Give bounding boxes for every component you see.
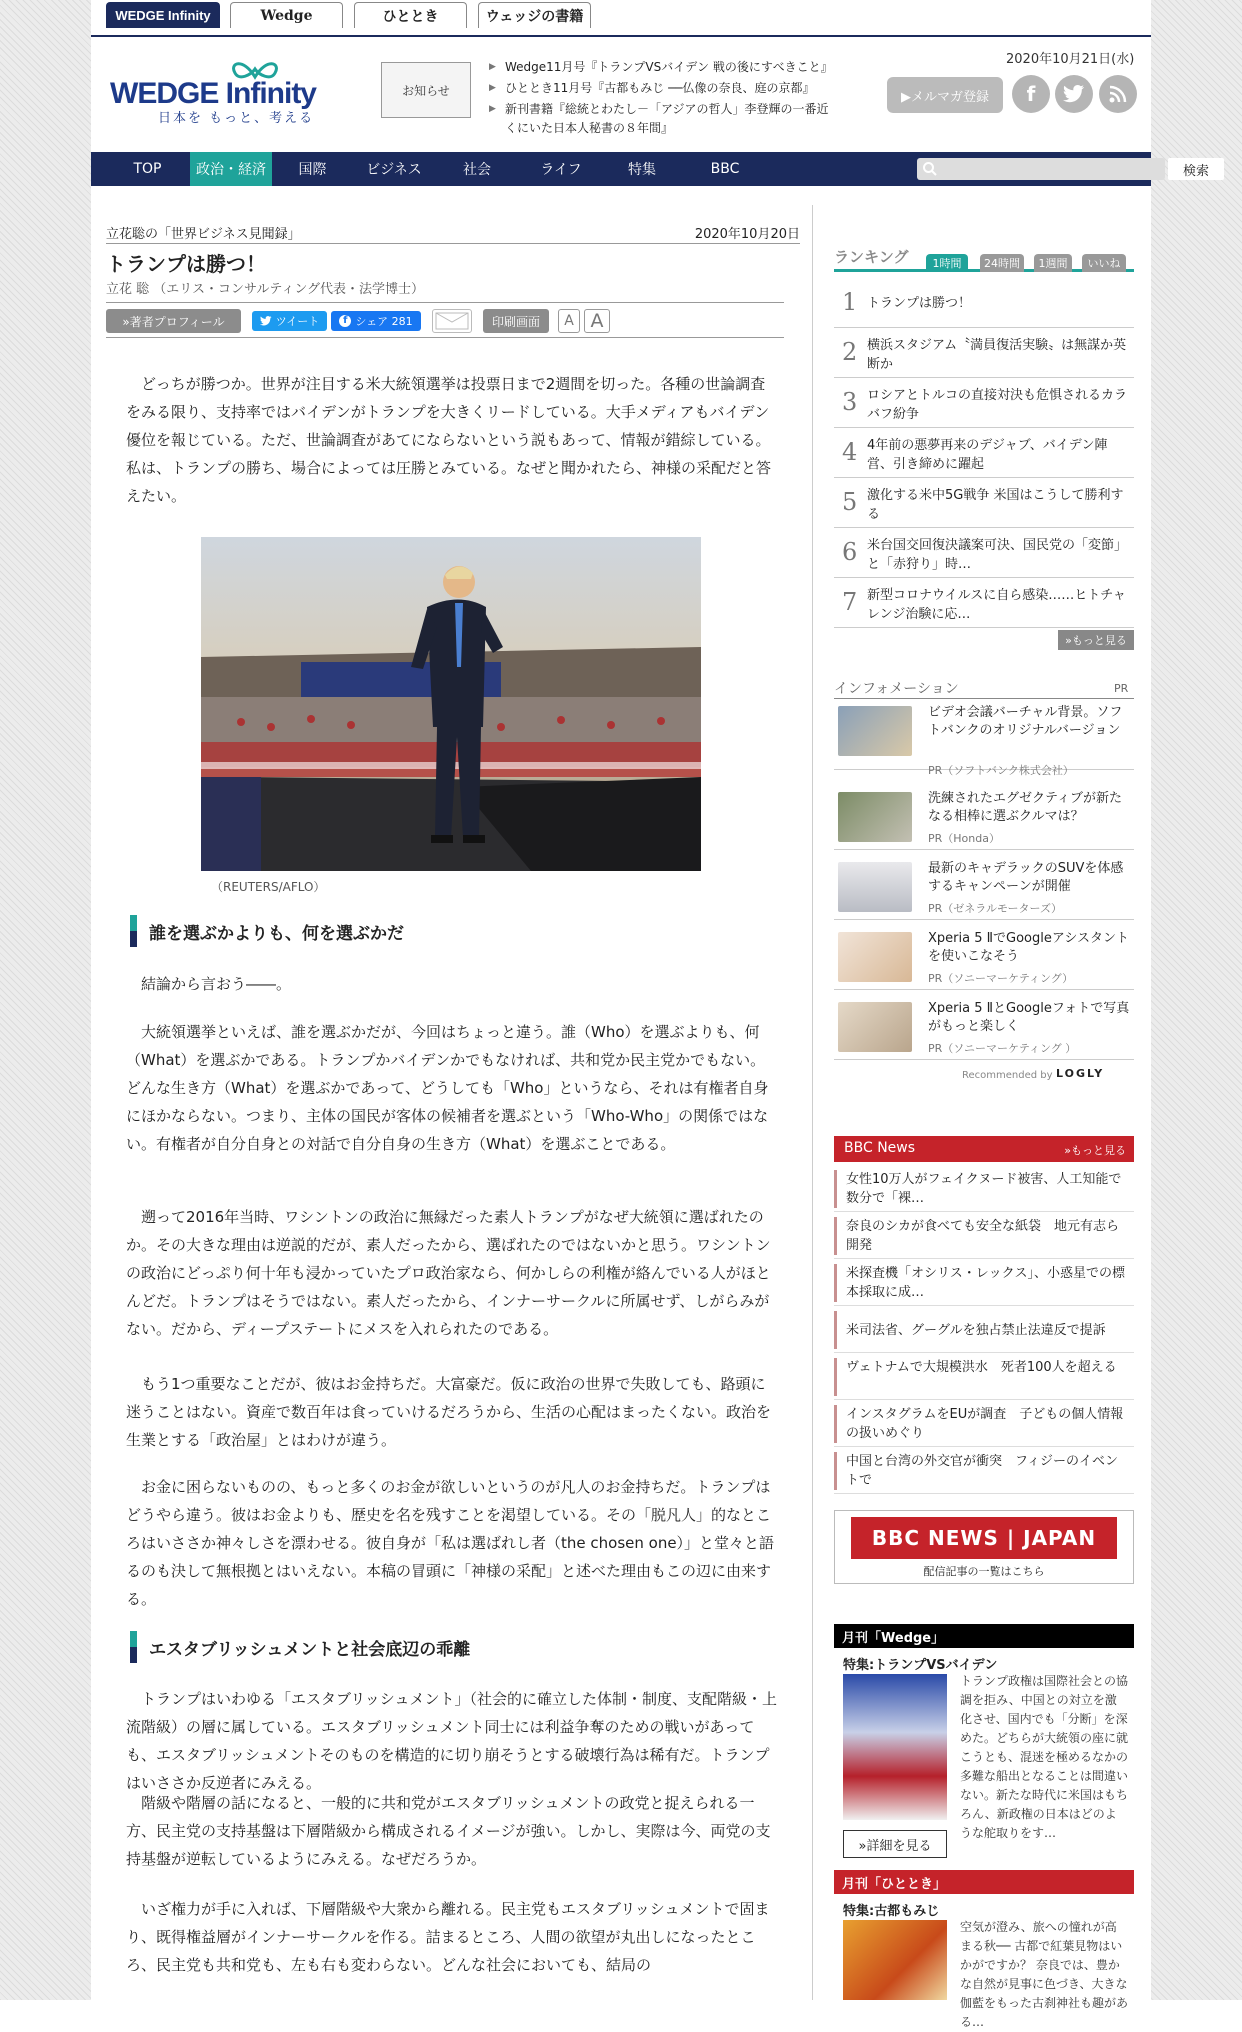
info-thumbnail	[838, 1002, 912, 1052]
info-thumbnail	[838, 932, 912, 982]
tab-wedge-infinity[interactable]: WEDGE Infinity	[106, 2, 220, 28]
nav-item-society[interactable]: 社会	[463, 162, 491, 178]
ranking-header	[834, 240, 1134, 272]
ranking-item[interactable]	[834, 280, 1134, 328]
ranking-number: 7	[842, 588, 858, 616]
ranking-tab-1h[interactable]: 1時間	[926, 254, 968, 272]
ranking-number: 5	[842, 488, 858, 516]
bbc-item-bar	[834, 1264, 837, 1302]
bbc-news-text: 中国と台湾の外交官が衝突 フィジーのイベントで	[846, 1454, 1118, 1488]
ranking-item[interactable]	[834, 580, 1134, 628]
article-paragraph: 遡って2016年当時、ワシントンの政治に無縁だった素人トランプがなぜ大統領に選ばれたのか。その大きな理由は逆説的だが、素人だったから、選ばれたのではないかと思う。ワシントンの政治にどっぷり何十年も浸かっていたプロ政治家なら、何かしらの利権が絡んでいる人がほとんどだ。トランプはそうではない。素人だったから、インナーサークルに所属せず、しがらみがない。だから、ディープステートにメスを入れられたのである。	[126, 1208, 771, 1338]
twitter-icon	[260, 316, 272, 326]
search-button[interactable]: 検索	[1168, 158, 1224, 180]
ranking-title: ランキング	[834, 248, 909, 266]
info-text: 洗練されたエグゼクティブが新たなる相棒に選ぶクルマは？	[928, 791, 1122, 824]
logly-logo[interactable]: LOGLY	[1056, 1067, 1105, 1080]
facebook-share-button[interactable]	[331, 311, 421, 331]
rss-icon[interactable]	[1099, 75, 1137, 113]
ranking-text: 米台国交回復決議案可決、国民党の「変節」と「赤狩り」時…	[867, 538, 1128, 572]
info-item[interactable]	[834, 856, 1134, 920]
nav-item-business[interactable]: ビジネス	[366, 162, 422, 178]
site-logo[interactable]	[110, 55, 350, 125]
header-news-item[interactable]: ▶ 新刊書籍『総統とわたし－「アジアの哲人」李登輝の一番近くにいた日本人秘書の８年間』	[489, 100, 829, 138]
ranking-item[interactable]	[834, 480, 1134, 528]
info-item[interactable]	[834, 996, 1134, 1060]
info-pr-label: PR	[1114, 682, 1129, 695]
ranking-number: 3	[842, 388, 858, 416]
header-date: 2020年10月21日(水)	[1006, 52, 1135, 67]
info-sponsor: PR（ソニーマーケティング ）	[928, 1042, 1077, 1055]
notice-button[interactable]: お知らせ	[381, 62, 471, 118]
tab-books[interactable]: ウェッジの書籍	[478, 2, 591, 28]
bbc-item-bar	[834, 1170, 837, 1208]
ranking-item[interactable]	[834, 330, 1134, 378]
search-input[interactable]	[917, 158, 1165, 180]
article-paragraph: 大統領選挙といえば、誰を選ぶかだが、今回はちょっと違う。誰（Who）を選ぶよりも、何（What）を選ぶかである。トランプかバイデンかでもなければ、共和党か民主党かでもない。どんな生き方（What）を選ぶかであって、どうしても「Who」というなら、それは有権者自身にほかならない。つまり、主体の国民が客体の候補者を選ぶという「Who-Who」の関係ではない。有権者が自分自身との対話で自分自身の生き方（What）を選ぶことである。	[126, 1023, 769, 1153]
bbc-news-text: 米探査機「オシリス・レックス」、小惑星での標本採取に成…	[846, 1266, 1125, 1300]
ranking-text: ロシアとトルコの直接対決も危惧されるカラバフ紛争	[867, 388, 1128, 422]
bbc-news-text: 女性10万人がフェイクヌード被害、人工知能で数分で「裸…	[846, 1172, 1122, 1206]
ranking-tab-24h[interactable]: 24時間	[980, 254, 1024, 272]
ranking-text: 新型コロナウイルスに自ら感染……ヒトチャレンジ治験に応…	[867, 588, 1126, 622]
section-heading: エスタブリッシュメントと社会底辺の乖離	[130, 1631, 770, 1663]
ranking-tab-like[interactable]: いいね	[1082, 254, 1126, 272]
serial-name[interactable]: 立花聡の「世界ビジネス見聞録」	[106, 227, 301, 242]
hitotoki-monthly-header: 月刊「ひととき」	[834, 1870, 1134, 1894]
ranking-item[interactable]	[834, 530, 1134, 578]
top-divider	[91, 35, 1151, 37]
bbc-banner-sub: 配信記事の一覧はこちら	[923, 1565, 1045, 1578]
nav-item-feature[interactable]: 特集	[628, 162, 656, 178]
bbc-header	[834, 1136, 1134, 1162]
bbc-title: BBC News	[844, 1140, 916, 1156]
info-thumbnail	[838, 862, 912, 912]
info-text: Xperia 5 ⅡでGoogleアシスタントを使いこなそう	[928, 931, 1129, 964]
wedge-feature-title: 特集:トランプVSバイデン	[843, 1658, 998, 1673]
info-text: ビデオ会議バーチャル背景。ソフトバンクのオリジナルバージョン	[928, 705, 1123, 738]
wedge-feature-text: トランプ政権は国際社会との協調を拒み、中国との対立を激化させ、国内でも「分断」を深めた。どちらが大統領の座に就こうとも、混迷を極めるなかの多難な船出となることは間違いない。新たな時代に米国はもちろん、新政権の日本はどのような舵取りをす…	[960, 1674, 1129, 1840]
info-sponsor: PR（Honda）	[928, 832, 1000, 845]
logo-tagline: 日本を もっと、考える	[158, 111, 315, 126]
bbc-news-item[interactable]	[834, 1307, 1134, 1353]
article-paragraph: 結論から言おう――。	[141, 975, 292, 993]
ranking-item[interactable]	[834, 430, 1134, 478]
font-size-large-button[interactable]: A	[584, 309, 610, 333]
hitotoki-cover-image	[843, 1920, 947, 2000]
ranking-number: 2	[842, 338, 858, 366]
bbc-item-bar	[834, 1358, 837, 1396]
bbc-news-item[interactable]	[834, 1213, 1134, 1259]
hitotoki-feature-text: 空気が澄み、旅への憧れが高まる秋── 古都で紅葉見物はいかがですか？ 奈良では、豊かな自然が見事に色づき、大きな伽藍をもった古刹神社も趣がある…	[960, 1920, 1129, 2029]
search-icon	[922, 161, 938, 177]
header-news-item[interactable]: ▶ Wedge11月号『トランプVSバイデン 戦の後にすべきこと』	[489, 58, 829, 77]
info-sponsor: PR（ソニーマーケティング）	[928, 972, 1074, 985]
photo-caption: （REUTERS/AFLO）	[211, 880, 326, 894]
wedge-monthly-header: 月刊「Wedge」	[834, 1624, 1134, 1648]
main-nav	[91, 152, 1209, 186]
nav-item-bbc[interactable]: BBC	[710, 161, 740, 177]
ranking-item[interactable]	[834, 380, 1134, 428]
bbc-news-text: ヴェトナムで大規模洪水 死者100人を超える	[846, 1360, 1117, 1375]
serial-bar	[106, 216, 800, 244]
article-paragraph: もう1つ重要なことだが、彼はお金持ちだ。大富豪だ。仮に政治の世界で失敗しても、路頭に迷うことはない。資産で数百年は食っていけるだろうから、生活の心配はまったくない。政治を生業とする「政治屋」とはわけが違う。	[126, 1375, 772, 1449]
bbc-news-text: インスタグラムをEUが調査 子どもの個人情報の扱いめぐり	[846, 1407, 1124, 1441]
bbc-news-text: 奈良のシカが食べても安全な紙袋 地元有志ら開発	[846, 1219, 1120, 1253]
mail-icon[interactable]	[432, 309, 472, 333]
info-item[interactable]	[834, 786, 1134, 850]
article-paragraph: 階級や階層の話になると、一般的に共和党がエスタブリッシュメントの政党と捉えられる一方、民主党の支持基盤は下層階級から構成されるイメージが強い。しかし、実際は今、両党の支持基盤が逆転しているようにみえる。なぜだろうか。	[126, 1794, 771, 1868]
facebook-icon[interactable]: f	[1012, 75, 1050, 113]
article-paragraph: お金に困らないものの、もっと多くのお金が欲しいというのが凡人のお金持ちだ。トランプはどうやら違う。彼はお金よりも、歴史を名を残すことを渇望している。その「脱凡人」的なところはいささか神々しさを漂わせる。彼自身が「私は選ばれし者（the chosen one）」と堂々と語るのも決して無根拠とはいえない。本稿の冒頭に「神様の采配」と述べた理由もこの辺に由来する。	[126, 1478, 775, 1608]
logo-text: WEDGE Infinity	[110, 77, 316, 110]
info-item[interactable]	[834, 700, 1134, 777]
nav-item-international[interactable]: 国際	[298, 162, 327, 178]
info-sponsor: PR（ソフトバンク株式会社）	[928, 764, 1074, 777]
tweet-label: ツイート	[275, 315, 320, 328]
nav-item-life[interactable]: ライフ	[540, 162, 582, 178]
article-toolbar	[106, 302, 784, 338]
bbc-item-bar	[834, 1405, 837, 1443]
author-profile-button[interactable]: »著者プロフィール	[106, 309, 241, 333]
article-title: トランプは勝つ！	[106, 252, 266, 276]
ranking-more-button[interactable]: »もっと見る	[1058, 630, 1134, 650]
bbc-news-item[interactable]	[834, 1401, 1134, 1447]
nav-item-top[interactable]: TOP	[133, 161, 162, 177]
bbc-news-item[interactable]	[834, 1448, 1134, 1494]
bbc-news-japan-banner[interactable]	[834, 1510, 1134, 1584]
article-paragraph: どっちが勝つか。世界が注目する米大統領選挙は投票日まで2週間を切った。各種の世論調査をみる限り、支持率ではバイデンがトランプを大きくリードしている。大手メディアもバイデン優位を報じている。ただ、世論調査があてにならないという説もあって、情報が錯綜している。私は、トランプの勝ち、場合によっては圧勝とみている。なぜと聞かれたら、神様の采配だと答えたい。	[126, 375, 772, 505]
article-paragraph: いざ権力が手に入れば、下層階級や大衆から離れる。民主党もエスタブリッシュメントで固まり、既得権益層がインナーサークルを作る。詰まるところ、人間の欲望が丸出しになったところ、民主党も共和党も、左も右も変わらない。どんな社会においても、結局の	[126, 1900, 770, 1974]
wedge-cover-image	[843, 1674, 947, 1820]
info-thumbnail	[838, 792, 912, 842]
recommended-label: Recommended by	[962, 1070, 1053, 1081]
tweet-button[interactable]	[252, 311, 327, 331]
ranking-text: 横浜スタジアム〝満員復活実験〟は無謀か英断か	[867, 338, 1127, 372]
article-paragraph: トランプはいわゆる「エスタブリッシュメント」（社会的に確立した体制・制度、支配階級・上流階級）の層に属している。エスタブリッシュメント同士には利益争奪のための戦いがあっても、エスタブリッシュメントそのものを構造的に切り崩そうとする破壊行為は稀有だ。トランプはいささか反逆者にみえる。	[126, 1690, 778, 1792]
article-author: 立花 聡 （エリス・コンサルティング代表・法学博士）	[106, 282, 425, 297]
font-size-small-button[interactable]: A	[558, 309, 580, 333]
section-heading: 誰を選ぶかよりも、何を選ぶかだ	[130, 915, 770, 947]
facebook-icon: f	[339, 315, 351, 327]
info-text: 最新のキャデラックのSUVを体感するキャンペーンが開催	[928, 861, 1124, 894]
ranking-number: 6	[842, 538, 858, 566]
bbc-news-item[interactable]	[834, 1166, 1134, 1212]
column-divider	[812, 205, 813, 2000]
ranking-tab-1w[interactable]: 1週間	[1034, 254, 1072, 272]
header-news-list	[489, 58, 833, 140]
ranking-number: 4	[842, 438, 858, 466]
bbc-item-bar	[834, 1311, 837, 1349]
info-text: Xperia 5 ⅡとGoogleフォトで写真がもっと楽しく	[928, 1001, 1130, 1034]
header-news-item[interactable]: ▶ ひととき11月号『古都もみじ ──仏像の奈良、庭の京都』	[489, 79, 829, 98]
ranking-text: 4年前の悪夢再来のデジャブ、バイデン陣営、引き締めに躍起	[867, 438, 1108, 472]
bbc-news-text: 米司法省、グーグルを独占禁止法違反で提訴	[846, 1323, 1106, 1338]
nav-item-politics[interactable]: 政治・経済	[190, 152, 272, 186]
bbc-more-button[interactable]: »もっと見る	[1064, 1144, 1126, 1157]
tab-hitotoki[interactable]: ひととき	[354, 2, 467, 28]
ranking-number: 1	[842, 288, 858, 316]
hitotoki-feature-title: 特集:古都もみじ	[843, 1904, 940, 1919]
article-date: 2020年10月20日	[694, 227, 800, 242]
twitter-icon[interactable]	[1055, 75, 1093, 113]
wedge-detail-button[interactable]: »詳細を見る	[843, 1830, 947, 1858]
bbc-news-item[interactable]	[834, 1260, 1134, 1306]
print-button[interactable]: 印刷画面	[483, 309, 549, 333]
bbc-item-bar	[834, 1217, 837, 1255]
info-thumbnail	[838, 706, 912, 756]
article-photo	[201, 537, 701, 871]
info-title: インフォメーション	[834, 681, 959, 697]
tab-wedge[interactable]: Wedge	[230, 2, 343, 28]
share-label: シェア 281	[355, 315, 413, 328]
ranking-text: 激化する米中5G戦争 米国はこうして勝利する	[867, 488, 1124, 522]
bbc-banner-logo: BBC NEWS | JAPAN	[851, 1517, 1117, 1559]
info-divider	[834, 698, 1134, 699]
ranking-text: トランプは勝つ！	[867, 296, 972, 311]
mailmag-button[interactable]: ▶メルマガ登録	[887, 77, 1003, 113]
info-item[interactable]	[834, 926, 1134, 990]
info-sponsor: PR（ゼネラルモーターズ）	[928, 902, 1062, 915]
bbc-item-bar	[834, 1452, 837, 1490]
bbc-news-item[interactable]	[834, 1354, 1134, 1400]
